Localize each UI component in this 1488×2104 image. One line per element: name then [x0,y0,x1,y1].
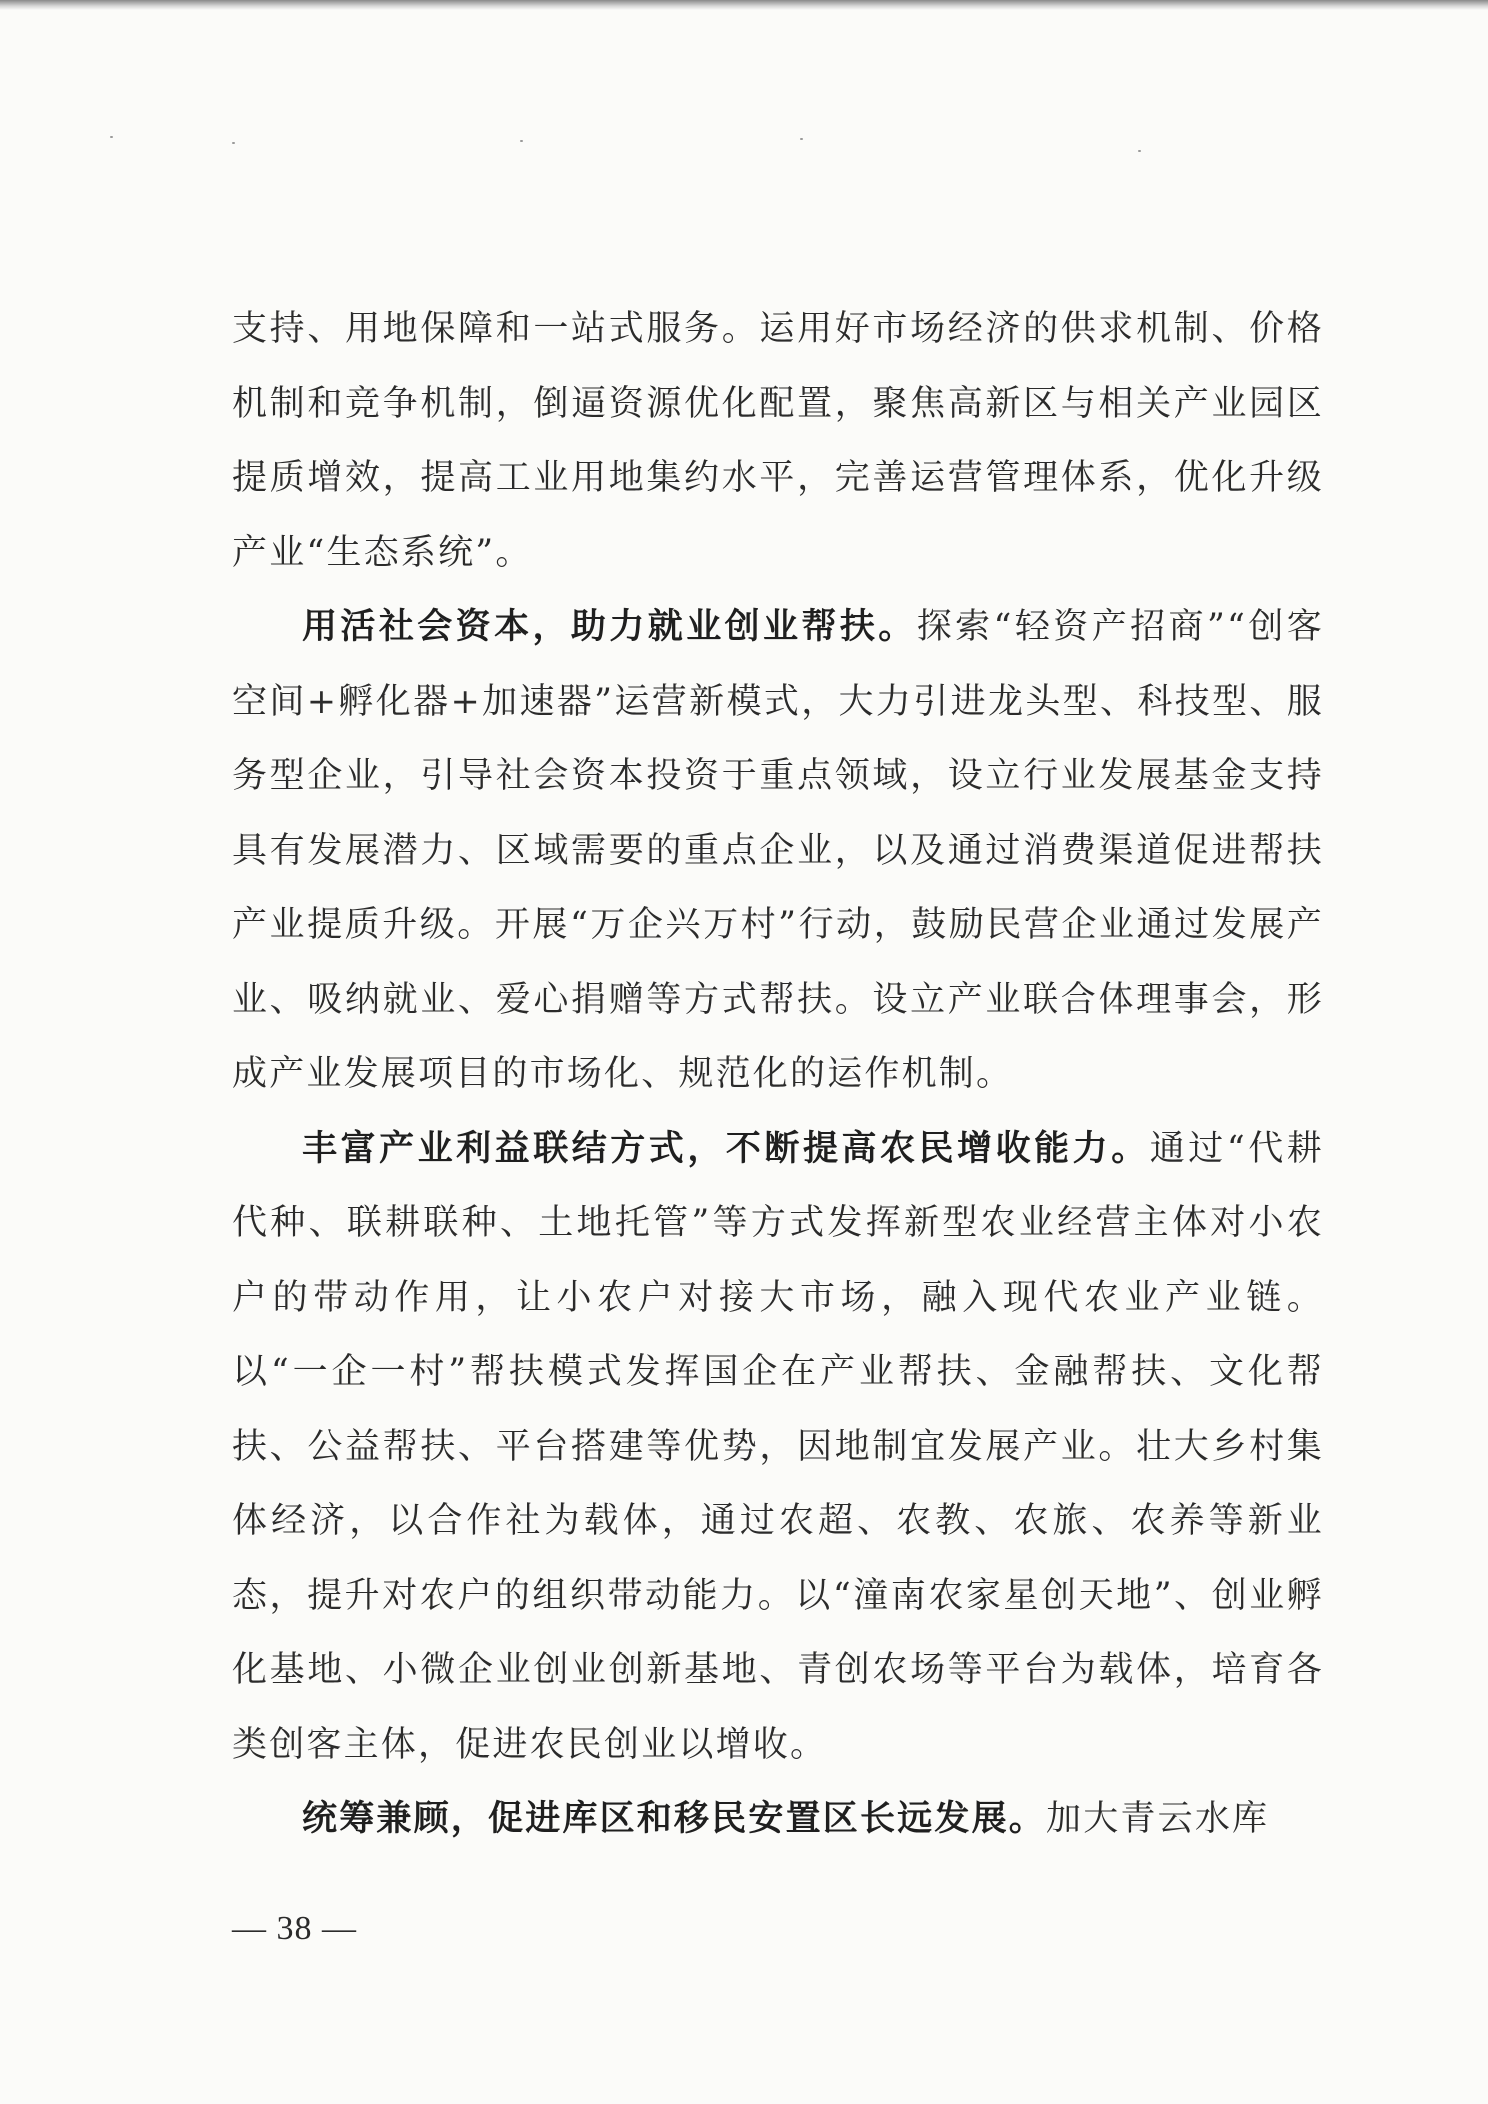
paragraph-heading: 丰富产业利益联结方式，不断提高农民增收能力。 [302,1128,1150,1169]
scan-edge [0,0,1488,10]
scan-speck [232,142,235,144]
scan-speck [520,140,523,142]
paragraph-continuation [232,292,1324,590]
paragraph-reservoir-area [232,1782,1324,1857]
document-body [232,292,1324,1857]
paragraph-text: 加大青云水库 [1046,1799,1270,1839]
paragraph-text: 支持、用地保障和一站式服务。运用好市场经济的供求机制、价格机制和竞争机制，倒逼资源优化配置，聚焦高新区与相关产业园区提质增效，提高工业用地集约水平，完善运营管理体系，优化升级产业“生态系统”。 [232,309,1324,573]
paragraph-heading: 统筹兼顾，促进库区和移民安置区长远发展。 [302,1799,1047,1839]
paragraph-text: 通过“代耕代种、联耕联种、土地托管”等方式发挥新型农业经营主体对小农户的带动作用，让小农户对接大市场，融入现代农业产业链。以“一企一村”帮扶模式发挥国企在产业帮扶、金融帮扶、文化帮扶、公益帮扶、平台搭建等优势，因地制宜发展产业。壮大乡村集体经济，以合作社为载体，通过农超、农教、农旅、农养等新业态，提升对农户的组织带动能力。以“潼南农家星创天地”、创业孵化基地、小微企业创业创新基地、青创农场等平台为载体，培育各类创客主体，促进农民创业以增收。 [232,1128,1324,1765]
paragraph-farmer-income [232,1112,1324,1783]
scan-speck [800,138,803,140]
page-number: — 38 — [232,1910,357,1947]
paragraph-social-capital [232,590,1324,1112]
scan-speck [1138,150,1141,152]
scan-speck [110,136,113,138]
paragraph-heading: 用活社会资本，助力就业创业帮扶。 [302,607,917,647]
paragraph-text: 探索“轻资产招商”“创客空间+孵化器+加速器”运营新模式，大力引进龙头型、科技型、服务型企业，引导社会资本投资于重点领域，设立行业发展基金支持具有发展潜力、区域需要的重点企业，以及通过消费渠道促进帮扶产业提质升级。开展“万企兴万村”行动，鼓励民营企业通过发展产业、吸纳就业、爱心捐赠等方式帮扶。设立产业联合体理事会，形成产业发展项目的市场化、规范化的运作机制。 [232,607,1324,1094]
